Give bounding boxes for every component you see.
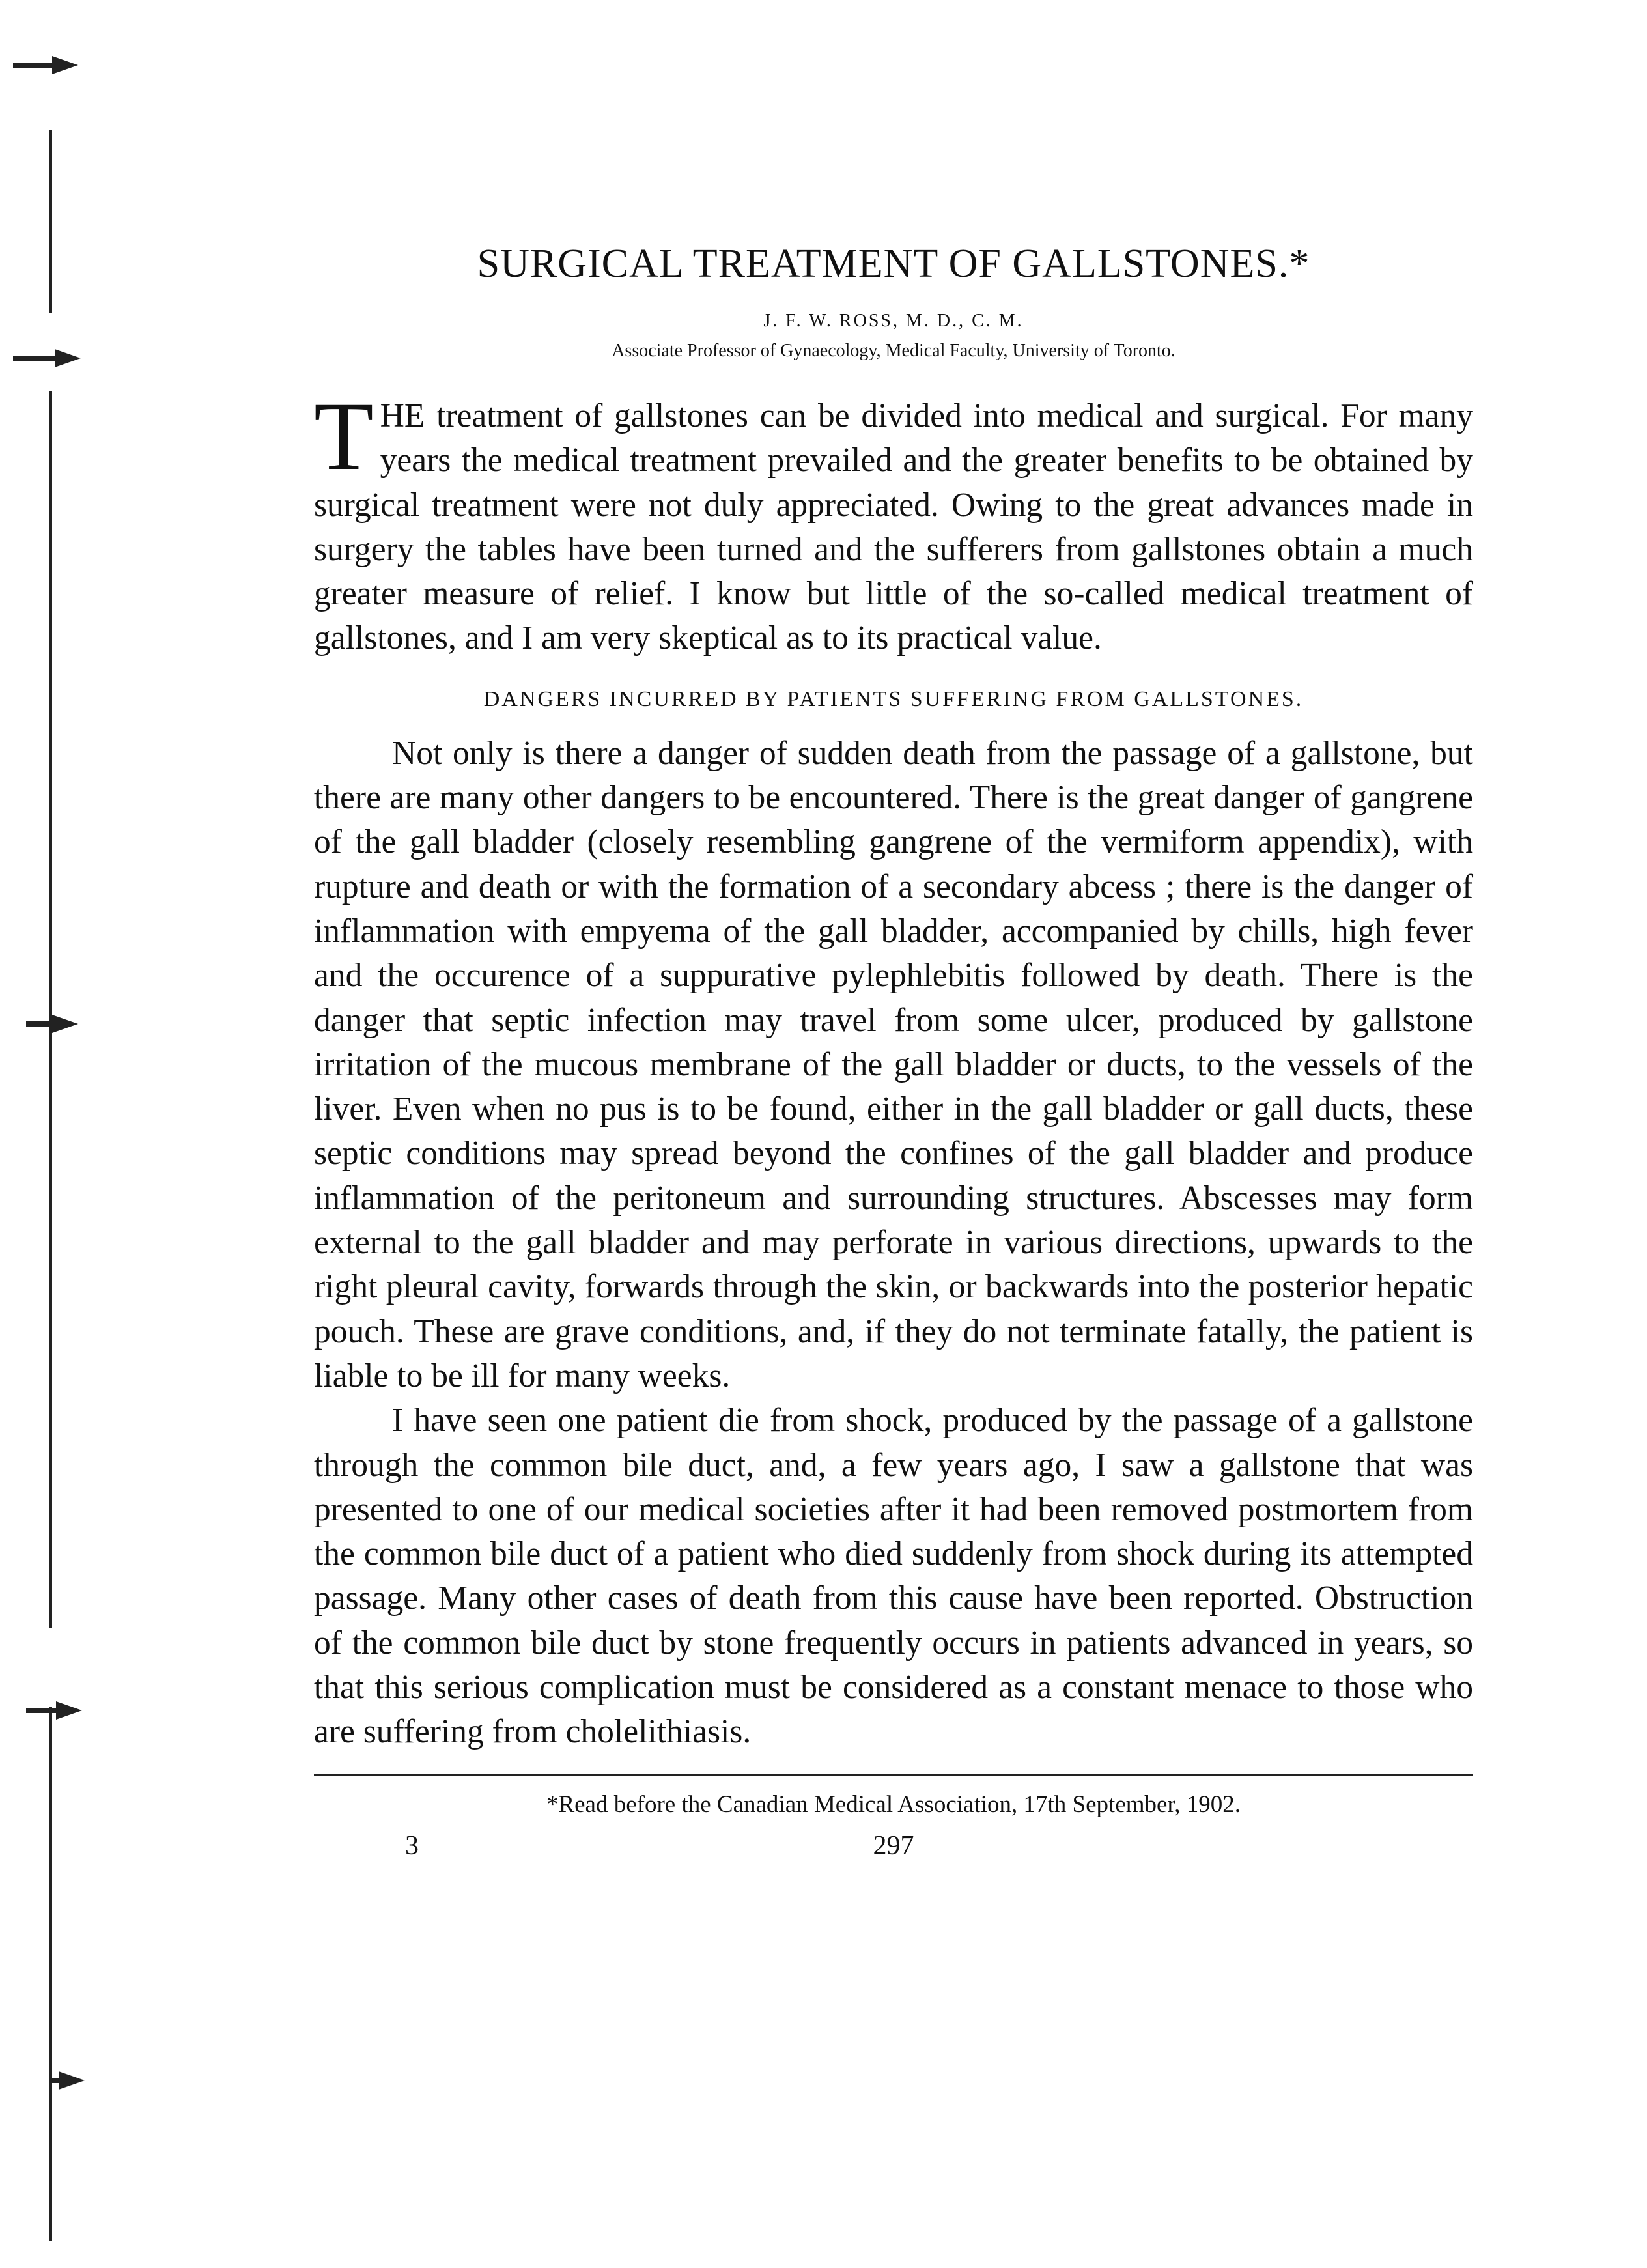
binding-arrow-icon (52, 1015, 78, 1033)
article-author: J. F. W. ROSS, M. D., C. M. (763, 311, 1024, 331)
article-content (314, 241, 1473, 1863)
page-footer (314, 1830, 1473, 1863)
page-number: 297 (873, 1830, 914, 1861)
binding-edge-line (49, 130, 52, 313)
binding-arrow-icon (59, 2071, 85, 2090)
body-paragraph: I have seen one patient die from shock, produced by the passage of a gallstone through the common bile duct, and, a few years ago, I saw a gallstone that was presented to one of our medical societies after it had been removed postmortem from the common bile duct of a patient who died suddenly from shock during its attempted passage. Many other cases of death from this cause have been reported. Obstruction of the common bile duct by stone frequently occurs in patients advanced in years, so that this serious complication must be considered as a constant menace to those who are suffering from cholelithiasis. (314, 1402, 1473, 1751)
author-affiliation: Associate Professor of Gynaecology, Medical Faculty, University of Toronto. (612, 341, 1175, 361)
footnote: *Read before the Canadian Medical Association, 17th September, 1902. (546, 1791, 1241, 1818)
section-heading: DANGERS INCURRED BY PATIENTS SUFFERING FROM GALLSTONES. (483, 687, 1304, 711)
body-paragraph: Not only is there a danger of sudden death from the passage of a gallstone, but there are many other dangers to be encountered. There is the great danger of gangrene of the gall bladder (closely resembling gangrene of the vermiform appendix), with rupture and death or with the formation of a secondary abcess ; there is the danger of inflammation with empyema of the gall bladder, accompanied by chills, high fever and the occurence of a suppurative pylephlebitis followed by death. There is the danger that septic infection may travel from some ulcer, produced by gallstone irritation of the mucous membrane of the gall bladder or ducts, to the vessels of the liver. Even when no pus is to be found, either in the gall bladder or gall ducts, these septic conditions may spread beyond the confines of the gall bladder and produce inflammation of the peritoneum and surrounding structures. Abscesses may form external to the gall bladder and may perforate in various directions, upwards to the right pleural cavity, forwards through the skin, or backwards into the posterior hepatic pouch. These are grave conditions, and, if they do not terminate fatally, the patient is liable to be ill for many weeks. (314, 734, 1473, 1395)
signature-mark: 3 (405, 1830, 419, 1861)
binding-edge-line (49, 1707, 52, 2241)
binding-tick (13, 356, 59, 361)
footnote-divider (314, 1774, 1473, 1776)
intro-paragraph: THE treatment of gallstones can be divided into medical and surgical. For many years the medical treatment prevailed and the greater benefits to be obtained by surgical treatment were not duly appreciated. Owing to the great advances made in surgery the tables have been turned and the sufferers from gallstones obtain a much greater measure of relief. I know but little of the so-called medical treatment of gallstones, and I am very skeptical as to its practical value. (314, 382, 1473, 657)
binding-arrow-icon (55, 349, 81, 367)
binding-arrow-icon (52, 56, 78, 74)
binding-arrow-icon (56, 1701, 82, 1720)
article-title: SURGICAL TREATMENT OF GALLSTONES.* (477, 242, 1310, 286)
binding-edge-line (49, 391, 52, 1628)
